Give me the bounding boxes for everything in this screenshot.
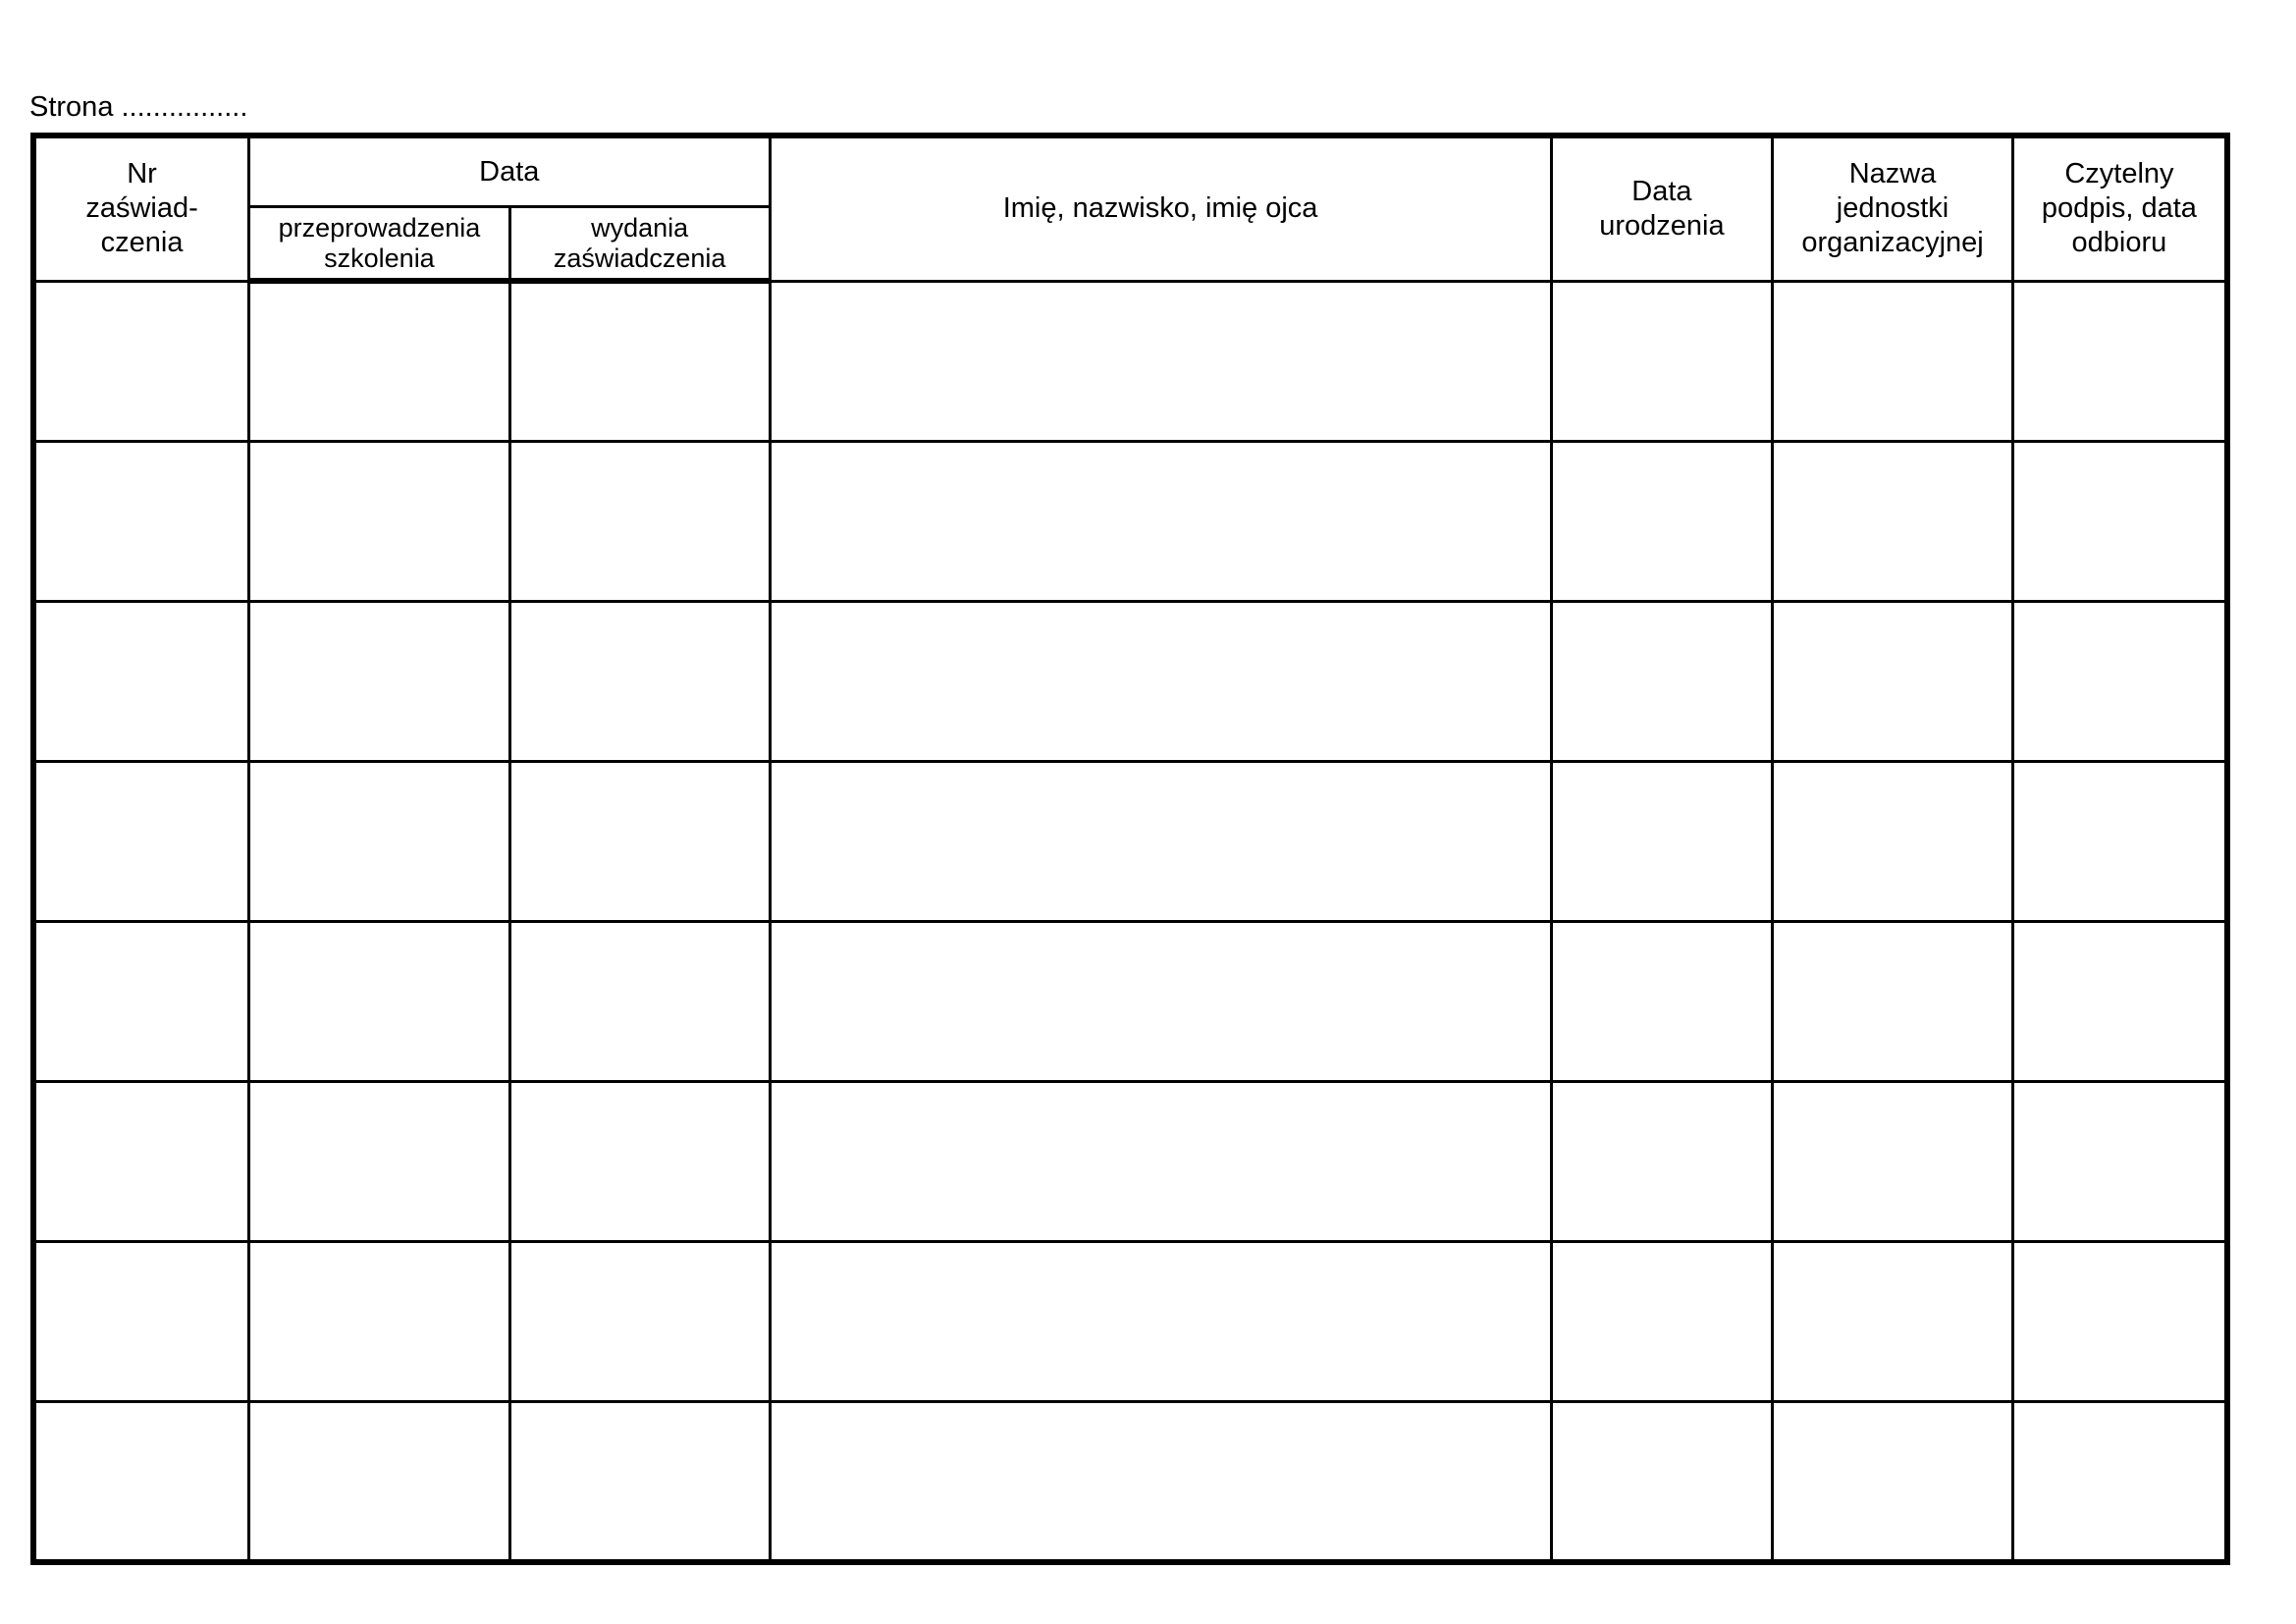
cell-full-name[interactable] [770, 281, 1551, 441]
cell-issue-date[interactable] [509, 281, 770, 441]
table-row [33, 1402, 2227, 1562]
certificate-register-table [30, 133, 2230, 1565]
cell-training-date[interactable] [249, 761, 510, 921]
table-row [33, 601, 2227, 761]
cell-signature[interactable] [2012, 281, 2227, 441]
table-row [33, 1082, 2227, 1242]
cell-signature[interactable] [2012, 441, 2227, 601]
cell-birth-date[interactable] [1551, 1242, 1773, 1402]
cell-issue-date[interactable] [509, 761, 770, 921]
cell-issue-date[interactable] [509, 922, 770, 1082]
cell-signature[interactable] [2012, 601, 2227, 761]
cell-full-name[interactable] [770, 922, 1551, 1082]
table-row [33, 922, 2227, 1082]
cell-signature[interactable] [2012, 761, 2227, 921]
cell-certificate-number[interactable] [33, 1242, 249, 1402]
cell-birth-date[interactable] [1551, 441, 1773, 601]
cell-full-name[interactable] [770, 1402, 1551, 1562]
page-number-label: Strona ................ [29, 91, 248, 123]
header-signature: Czytelny podpis, data odbioru [2012, 135, 2227, 281]
cell-organizational-unit[interactable] [1773, 1082, 2013, 1242]
cell-organizational-unit[interactable] [1773, 1242, 2013, 1402]
cell-issue-date[interactable] [509, 1082, 770, 1242]
cell-certificate-number[interactable] [33, 922, 249, 1082]
cell-certificate-number[interactable] [33, 441, 249, 601]
cell-organizational-unit[interactable] [1773, 601, 2013, 761]
cell-birth-date[interactable] [1551, 1402, 1773, 1562]
cell-certificate-number[interactable] [33, 281, 249, 441]
cell-issue-date[interactable] [509, 1402, 770, 1562]
cell-training-date[interactable] [249, 922, 510, 1082]
cell-organizational-unit[interactable] [1773, 761, 2013, 921]
header-full-name: Imię, nazwisko, imię ojca [770, 135, 1551, 281]
cell-signature[interactable] [2012, 1082, 2227, 1242]
cell-full-name[interactable] [770, 1242, 1551, 1402]
header-training-date: przeprowadzenia szkolenia [249, 207, 510, 282]
cell-certificate-number[interactable] [33, 601, 249, 761]
cell-organizational-unit[interactable] [1773, 281, 2013, 441]
cell-training-date[interactable] [249, 1402, 510, 1562]
cell-full-name[interactable] [770, 1082, 1551, 1242]
table-row [33, 281, 2227, 441]
table-body [33, 281, 2227, 1562]
cell-full-name[interactable] [770, 761, 1551, 921]
cell-signature[interactable] [2012, 1242, 2227, 1402]
cell-certificate-number[interactable] [33, 761, 249, 921]
cell-full-name[interactable] [770, 441, 1551, 601]
cell-training-date[interactable] [249, 1242, 510, 1402]
cell-birth-date[interactable] [1551, 281, 1773, 441]
cell-issue-date[interactable] [509, 1242, 770, 1402]
cell-signature[interactable] [2012, 1402, 2227, 1562]
cell-organizational-unit[interactable] [1773, 922, 2013, 1082]
table-row [33, 761, 2227, 921]
cell-training-date[interactable] [249, 281, 510, 441]
cell-certificate-number[interactable] [33, 1402, 249, 1562]
cell-birth-date[interactable] [1551, 922, 1773, 1082]
table-row [33, 441, 2227, 601]
cell-organizational-unit[interactable] [1773, 441, 2013, 601]
cell-signature[interactable] [2012, 922, 2227, 1082]
cell-full-name[interactable] [770, 601, 1551, 761]
table-row [33, 1242, 2227, 1402]
cell-training-date[interactable] [249, 601, 510, 761]
cell-certificate-number[interactable] [33, 1082, 249, 1242]
header-organizational-unit: Nazwa jednostki organizacyjnej [1773, 135, 2013, 281]
header-birth-date: Data urodzenia [1551, 135, 1773, 281]
cell-birth-date[interactable] [1551, 601, 1773, 761]
cell-birth-date[interactable] [1551, 761, 1773, 921]
header-certificate-number: Nr zaświad- czenia [33, 135, 249, 281]
cell-issue-date[interactable] [509, 601, 770, 761]
cell-organizational-unit[interactable] [1773, 1402, 2013, 1562]
header-issue-date: wydania zaświadczenia [509, 207, 770, 282]
cell-training-date[interactable] [249, 1082, 510, 1242]
cell-training-date[interactable] [249, 441, 510, 601]
table-header [33, 135, 2227, 281]
header-date-group: Data [249, 135, 770, 207]
cell-birth-date[interactable] [1551, 1082, 1773, 1242]
cell-issue-date[interactable] [509, 441, 770, 601]
